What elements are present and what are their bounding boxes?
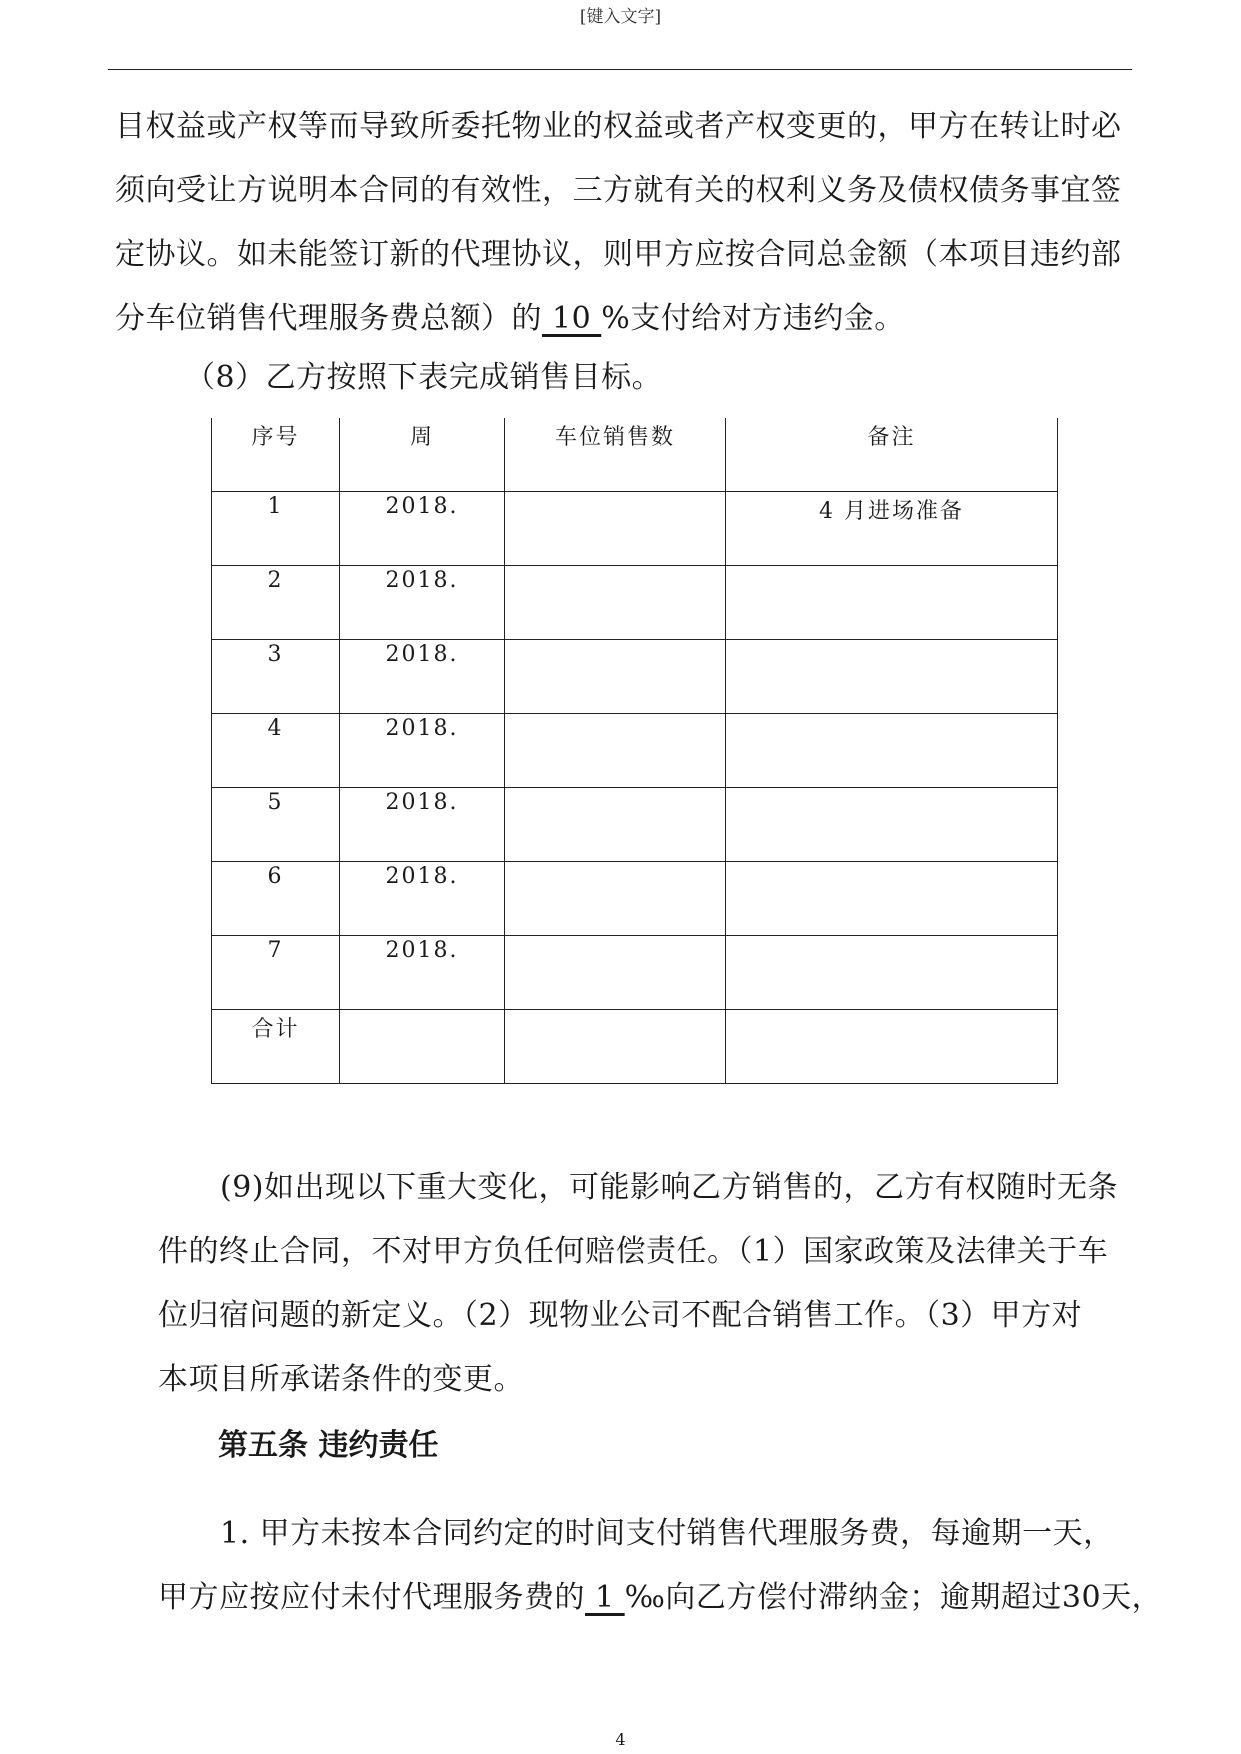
cell-sales-count <box>505 640 726 714</box>
paragraph-sales-target: （8）乙方按照下表完成销售目标。 <box>185 360 663 395</box>
header-divider <box>108 69 1132 70</box>
table-row <box>212 788 1058 862</box>
cell-sales-count <box>505 862 726 936</box>
late-fee-value: 1 <box>585 1580 625 1615</box>
header-week: 周 <box>340 418 505 492</box>
table-row <box>212 492 1058 566</box>
text-fragment: ‰向乙方偿付滞纳金；逾期超过30天， <box>624 1580 1163 1615</box>
text-fragment: 分车位销售代理服务费总额）的 <box>115 301 542 336</box>
text-line: 定协议。如未能签订新的代理协议，则甲方应按合同总金额（本项目违约部 <box>115 237 1122 272</box>
cell-week: 2018. <box>340 566 505 640</box>
cell-sales-count <box>505 936 726 1010</box>
cell-sales-count <box>505 788 726 862</box>
cell-remark: 4 月进场准备 <box>726 492 1058 566</box>
cell-seq: 7 <box>212 936 340 1010</box>
cell-seq: 2 <box>212 566 340 640</box>
paragraph-termination-conditions <box>158 1156 1118 1412</box>
cell-week: 2018. <box>340 714 505 788</box>
cell-remark <box>726 788 1058 862</box>
cell-remark <box>726 936 1058 1010</box>
section-heading-breach-liability: 第五条 违约责任 <box>218 1428 439 1463</box>
table-row-total <box>212 1010 1058 1084</box>
table-row <box>212 566 1058 640</box>
cell-week: 2018. <box>340 862 505 936</box>
cell-sales-count <box>505 714 726 788</box>
header-remark: 备注 <box>726 418 1058 492</box>
text-line: 本项目所承诺条件的变更。 <box>158 1362 524 1397</box>
cell-sales-count <box>505 566 726 640</box>
text-fragment: 甲方应按应付未付代理服务费的 <box>158 1580 585 1615</box>
cell-remark <box>726 714 1058 788</box>
cell-seq: 4 <box>212 714 340 788</box>
page-number: 4 <box>615 1730 626 1749</box>
text-line: 目权益或产权等而导致所委托物业的权益或者产权变更的，甲方在转让时必 <box>115 109 1122 144</box>
cell-seq: 6 <box>212 862 340 936</box>
cell-seq: 3 <box>212 640 340 714</box>
text-fragment: %支付给对方违约金。 <box>601 301 905 336</box>
header-sales-count: 车位销售数 <box>505 418 726 492</box>
cell-week <box>340 1010 505 1084</box>
table-row <box>212 862 1058 936</box>
cell-seq: 合计 <box>212 1010 340 1084</box>
cell-week: 2018. <box>340 788 505 862</box>
cell-remark <box>726 640 1058 714</box>
text-line <box>158 1156 1118 1220</box>
cell-sales-count <box>505 1010 726 1084</box>
paragraph-late-payment <box>158 1502 1162 1630</box>
cell-seq: 1 <box>212 492 340 566</box>
text-line: 件的终止合同，不对甲方负任何赔偿责任。（1）国家政策及法律关于车 <box>158 1234 1109 1269</box>
paragraph-transfer-clause <box>115 95 1122 351</box>
penalty-percent-value: 10 <box>542 301 602 336</box>
text-fragment: (9)如出现以下重大变化，可能影响乙方销售的，乙方有权随时无条 <box>220 1170 1118 1205</box>
text-line: 须向受让方说明本合同的有效性，三方就有关的权利义务及债权债务事宜签 <box>115 173 1122 208</box>
table-header-row <box>212 418 1058 492</box>
text-line <box>115 287 1122 351</box>
page-header: [键入文字] <box>579 7 662 27</box>
text-line: 位归宿问题的新定义。（2）现物业公司不配合销售工作。（3）甲方对 <box>158 1298 1083 1333</box>
table-row <box>212 714 1058 788</box>
table-row <box>212 640 1058 714</box>
cell-week: 2018. <box>340 936 505 1010</box>
header-seq: 序号 <box>212 418 340 492</box>
cell-remark <box>726 1010 1058 1084</box>
cell-remark <box>726 566 1058 640</box>
table-row <box>212 936 1058 1010</box>
cell-week: 2018. <box>340 492 505 566</box>
sales-target-table <box>211 418 1058 1084</box>
cell-week: 2018. <box>340 640 505 714</box>
text-fragment: 1. 甲方未按本合同约定的时间支付销售代理服务费，每逾期一天， <box>220 1516 1114 1551</box>
text-line <box>158 1502 1162 1566</box>
text-line <box>158 1566 1162 1630</box>
cell-sales-count <box>505 492 726 566</box>
cell-remark <box>726 862 1058 936</box>
cell-seq: 5 <box>212 788 340 862</box>
